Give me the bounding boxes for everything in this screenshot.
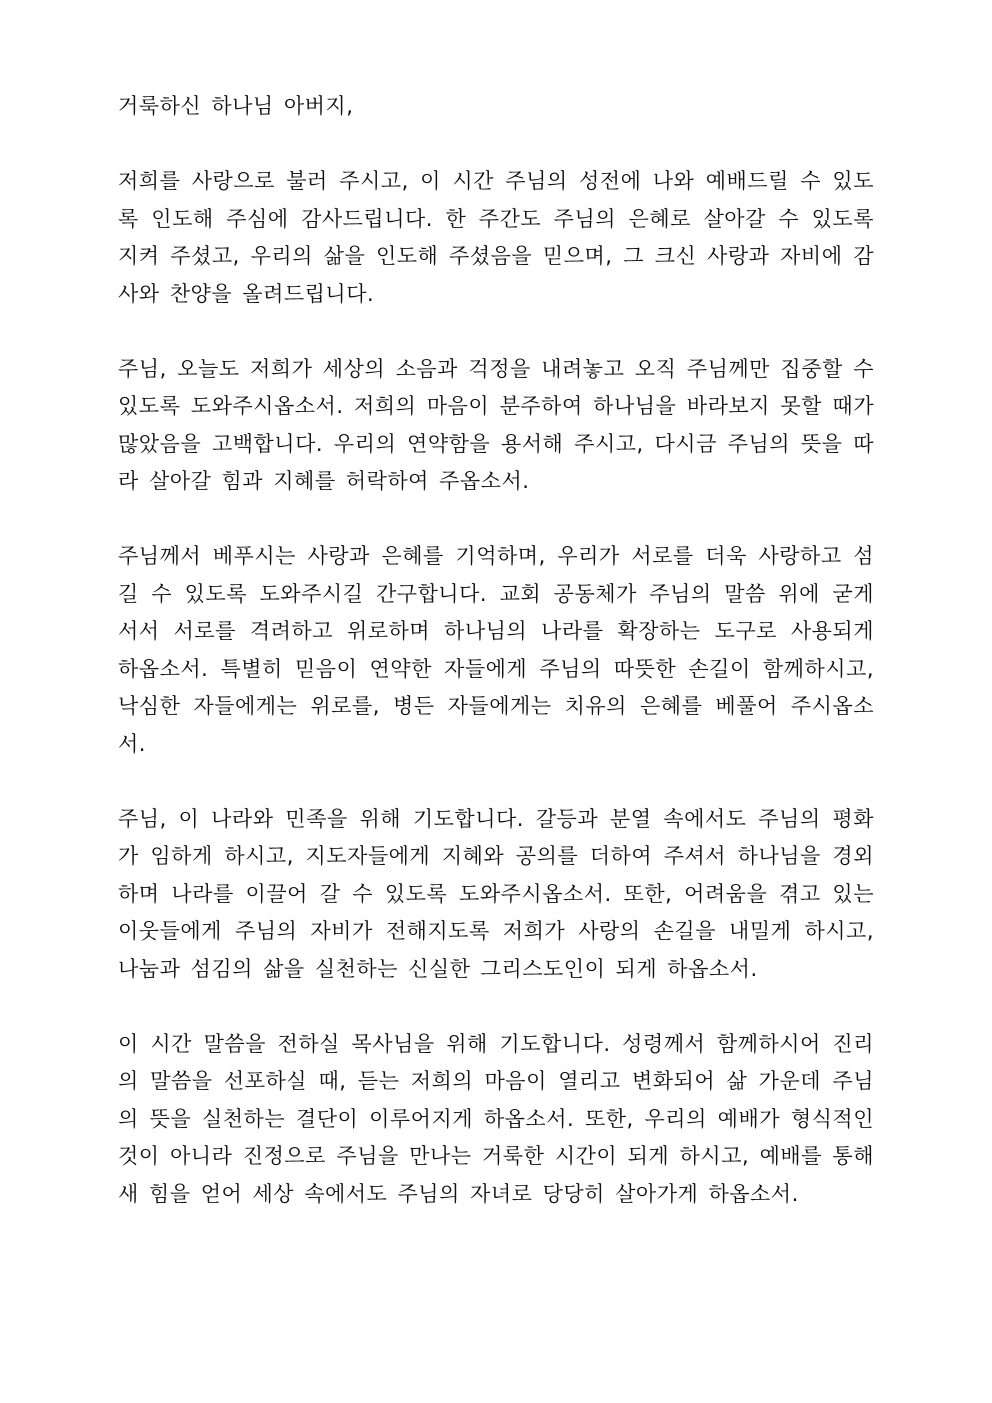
paragraph-church-community: 주님께서 베푸시는 사랑과 은혜를 기억하며, 우리가 서로를 더욱 사랑하고 섬길 수 있도록 도와주시길 간구합니다. 교회 공동체가 주님의 말씀 위에 굳게 서서 서로를 격려하고 위로하며 하나님의 나라를 확장하는 도구로 사용되게 하옵소서. 특별히 믿음이 연약한 자들에게 주님의 따뜻한 손길이 함께하시고, 낙심한 자들에게는 위로를, 병든 자들에게는 치유의 은혜를 베풀어 주시옵소서.	[118, 544, 874, 756]
paragraph-thanksgiving: 저희를 사랑으로 불러 주시고, 이 시간 주님의 성전에 나와 예배드릴 수 있도록 인도해 주심에 감사드립니다. 한 주간도 주님의 은혜로 살아갈 수 있도록 지켜 주셨고, 우리의 삶을 인도해 주셨음을 믿으며, 그 크신 사랑과 자비에 감사와 찬양을 올려드립니다.	[118, 169, 874, 306]
paragraph-pastor-worship: 이 시간 말씀을 전하실 목사님을 위해 기도합니다. 성령께서 함께하시어 진리의 말씀을 선포하실 때, 듣는 저희의 마음이 열리고 변화되어 삶 가운데 주님의 뜻을 실천하는 결단이 이루어지게 하옵소서. 또한, 우리의 예배가 형식적인 것이 아니라 진정으로 주님을 만나는 거룩한 시간이 되게 하시고, 예배를 통해 새 힘을 얻어 세상 속에서도 주님의 자녀로 당당히 살아가게 하옵소서.	[118, 1031, 874, 1206]
prayer-document	[118, 88, 874, 1251]
paragraph-nation: 주님, 이 나라와 민족을 위해 기도합니다. 갈등과 분열 속에서도 주님의 평화가 임하게 하시고, 지도자들에게 지혜와 공의를 더하여 주셔서 하나님을 경외하며 나라를 이끌어 갈 수 있도록 도와주시옵소서. 또한, 어려움을 겪고 있는 이웃들에게 주님의 자비가 전해지도록 저희가 사랑의 손길을 내밀게 하시고, 나눔과 섬김의 삶을 실천하는 신실한 그리스도인이 되게 하옵소서.	[118, 806, 874, 981]
paragraph-confession: 주님, 오늘도 저희가 세상의 소음과 걱정을 내려놓고 오직 주님께만 집중할 수 있도록 도와주시옵소서. 저희의 마음이 분주하여 하나님을 바라보지 못할 때가 많았음을 고백합니다. 우리의 연약함을 용서해 주시고, 다시금 주님의 뜻을 따라 살아갈 힘과 지혜를 허락하여 주옵소서.	[118, 356, 874, 493]
salutation: 거룩하신 하나님 아버지,	[118, 94, 354, 118]
